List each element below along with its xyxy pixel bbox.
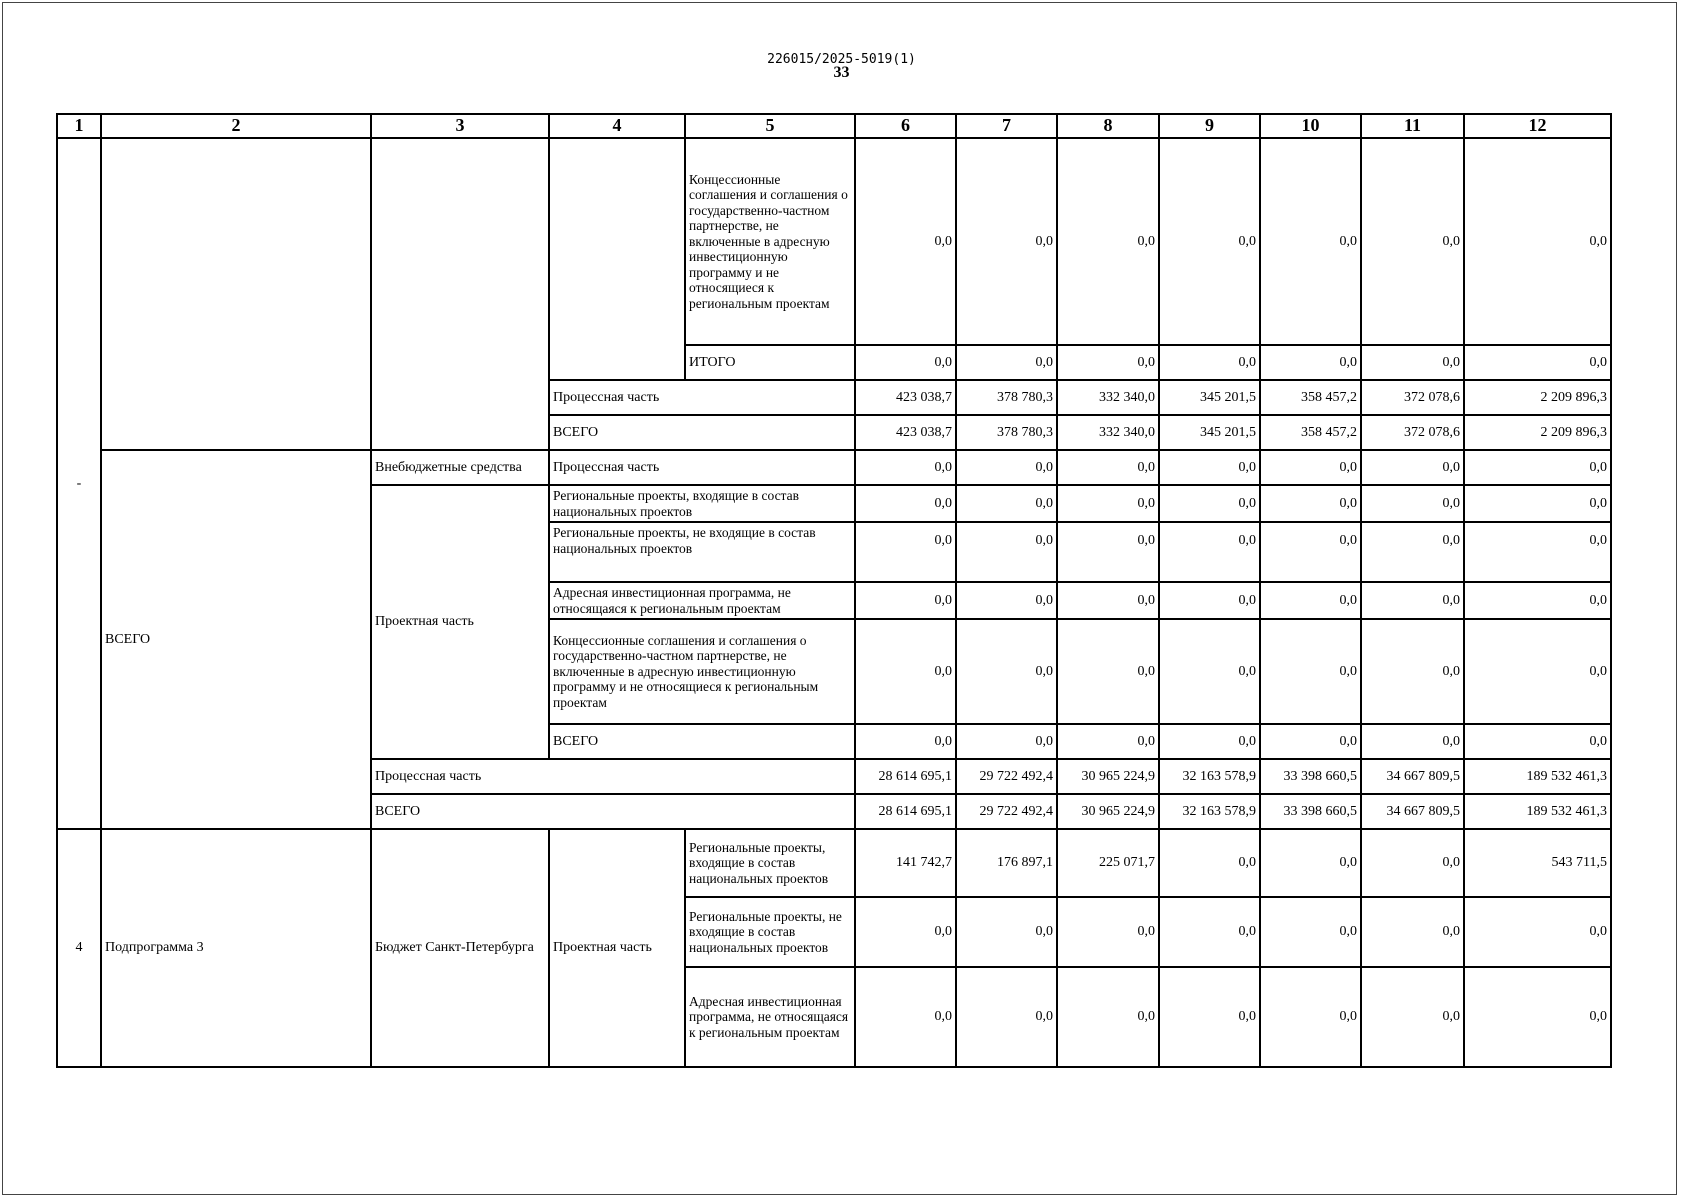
value-cell: 30 965 224,9: [1057, 794, 1159, 829]
value-cell: 358 457,2: [1260, 380, 1361, 415]
value-cell: 0,0: [855, 138, 956, 345]
offbudget-label: Внебюджетные средства: [371, 450, 549, 485]
value-cell: 0,0: [855, 582, 956, 619]
value-cell: 0,0: [1464, 450, 1611, 485]
value-cell: 0,0: [1159, 485, 1260, 522]
value-cell: 332 340,0: [1057, 415, 1159, 450]
value-cell: 0,0: [855, 522, 956, 582]
header-cell: 10: [1260, 114, 1361, 138]
value-cell: 0,0: [1260, 450, 1361, 485]
budget-table: [56, 113, 1612, 1068]
header-cell: 7: [956, 114, 1057, 138]
value-cell: 372 078,6: [1361, 380, 1464, 415]
total-label: ВСЕГО: [549, 415, 855, 450]
value-cell: 0,0: [1464, 138, 1611, 345]
value-cell: 0,0: [956, 724, 1057, 759]
total-label: ВСЕГО: [371, 794, 855, 829]
value-cell: 0,0: [855, 967, 956, 1067]
value-cell: 0,0: [1057, 619, 1159, 724]
value-cell: 2 209 896,3: [1464, 415, 1611, 450]
value-cell: 0,0: [1361, 485, 1464, 522]
value-cell: 0,0: [855, 345, 956, 380]
value-cell: 0,0: [1260, 724, 1361, 759]
page-number: 33: [833, 64, 850, 81]
value-cell: 28 614 695,1: [855, 759, 956, 794]
empty-cell: [549, 138, 685, 380]
dash-marker: -: [76, 475, 82, 491]
value-cell: 378 780,3: [956, 415, 1057, 450]
value-cell: 0,0: [956, 138, 1057, 345]
value-cell: 33 398 660,5: [1260, 759, 1361, 794]
value-cell: 0,0: [1260, 829, 1361, 897]
header-cell: 6: [855, 114, 956, 138]
value-cell: 0,0: [1057, 138, 1159, 345]
value-cell: 0,0: [1260, 897, 1361, 967]
header-cell: 2: [101, 114, 371, 138]
value-cell: 29 722 492,4: [956, 794, 1057, 829]
value-cell: 0,0: [1464, 582, 1611, 619]
value-cell: 0,0: [1057, 485, 1159, 522]
header-cell: 9: [1159, 114, 1260, 138]
value-cell: 0,0: [1361, 582, 1464, 619]
process-label: Процессная часть: [549, 380, 855, 415]
regional-out-label: Региональные проекты, не входящие в состав национальных проектов: [549, 522, 855, 582]
value-cell: 189 532 461,3: [1464, 794, 1611, 829]
value-cell: 0,0: [956, 582, 1057, 619]
value-cell: 0,0: [1159, 829, 1260, 897]
value-cell: 0,0: [1159, 724, 1260, 759]
value-cell: 0,0: [1464, 619, 1611, 724]
value-cell: 0,0: [1260, 619, 1361, 724]
value-cell: 32 163 578,9: [1159, 759, 1260, 794]
value-cell: 0,0: [956, 522, 1057, 582]
itogo-label: ИТОГО: [685, 345, 855, 380]
value-cell: 0,0: [1260, 582, 1361, 619]
value-cell: 0,0: [956, 967, 1057, 1067]
total-label: ВСЕГО: [549, 724, 855, 759]
empty-cell: [101, 138, 371, 450]
value-cell: 0,0: [1159, 582, 1260, 619]
project-label: Проектная часть: [371, 485, 549, 759]
row-number: 4: [57, 829, 101, 1067]
table-row: [57, 829, 1611, 897]
value-cell: 0,0: [1260, 967, 1361, 1067]
value-cell: 0,0: [1464, 345, 1611, 380]
process-label: Процессная часть: [371, 759, 855, 794]
value-cell: 0,0: [1464, 897, 1611, 967]
value-cell: 0,0: [1464, 967, 1611, 1067]
value-cell: 0,0: [855, 485, 956, 522]
address-program-label: Адресная инвестиционная программа, не относящаяся к региональным проектам: [549, 582, 855, 619]
subprogram-label: Подпрограмма 3: [101, 829, 371, 1067]
value-cell: 0,0: [1057, 522, 1159, 582]
vsego-group-label: ВСЕГО: [101, 450, 371, 829]
value-cell: 0,0: [855, 724, 956, 759]
value-cell: 0,0: [1260, 522, 1361, 582]
value-cell: 0,0: [855, 450, 956, 485]
regional-out-label: Региональные проекты, не входящие в состав национальных проектов: [685, 897, 855, 967]
concession-label: Концессионные соглашения и соглашения о государственно-частном партнерстве, не включенные в адресную инвестиционную программу и не относящиеся к региональным проектам: [685, 138, 855, 345]
header-cell: 5: [685, 114, 855, 138]
value-cell: 378 780,3: [956, 380, 1057, 415]
value-cell: 32 163 578,9: [1159, 794, 1260, 829]
budget-label: Бюджет Санкт-Петербурга: [371, 829, 549, 1067]
value-cell: 0,0: [1057, 724, 1159, 759]
value-cell: 225 071,7: [1057, 829, 1159, 897]
value-cell: 0,0: [1260, 485, 1361, 522]
value-cell: 34 667 809,5: [1361, 759, 1464, 794]
header-cell: 8: [1057, 114, 1159, 138]
value-cell: 0,0: [956, 345, 1057, 380]
value-cell: 0,0: [956, 450, 1057, 485]
value-cell: 0,0: [1361, 967, 1464, 1067]
value-cell: 0,0: [1057, 967, 1159, 1067]
project-label: Проектная часть: [549, 829, 685, 1067]
value-cell: 543 711,5: [1464, 829, 1611, 897]
value-cell: 0,0: [1159, 619, 1260, 724]
value-cell: 29 722 492,4: [956, 759, 1057, 794]
value-cell: 0,0: [956, 619, 1057, 724]
concession-label: Концессионные соглашения и соглашения о государственно-частном партнерстве, не включенные в адресную инвестиционную программу и не относящиеся к региональным проектам: [549, 619, 855, 724]
value-cell: 0,0: [1361, 724, 1464, 759]
header-cell: 4: [549, 114, 685, 138]
regional-in-label: Региональные проекты, входящие в состав национальных проектов: [549, 485, 855, 522]
document-id: 226015/2025-5019(1): [767, 52, 916, 67]
value-cell: 345 201,5: [1159, 380, 1260, 415]
value-cell: 0,0: [1361, 522, 1464, 582]
value-cell: 0,0: [956, 485, 1057, 522]
value-cell: 332 340,0: [1057, 380, 1159, 415]
header-cell: 12: [1464, 114, 1611, 138]
header-cell: 11: [1361, 114, 1464, 138]
header-cell: 1: [57, 114, 101, 138]
value-cell: 28 614 695,1: [855, 794, 956, 829]
address-program-label: Адресная инвестиционная программа, не относящаяся к региональным проектам: [685, 967, 855, 1067]
table-row: [57, 138, 1611, 345]
value-cell: 33 398 660,5: [1260, 794, 1361, 829]
value-cell: 0,0: [1159, 138, 1260, 345]
value-cell: 0,0: [1464, 522, 1611, 582]
value-cell: 0,0: [1159, 522, 1260, 582]
table-row: [57, 450, 1611, 485]
value-cell: 0,0: [1361, 897, 1464, 967]
process-label: Процессная часть: [549, 450, 855, 485]
header-row: [57, 114, 1611, 138]
value-cell: 358 457,2: [1260, 415, 1361, 450]
value-cell: 0,0: [1260, 138, 1361, 345]
value-cell: 423 038,7: [855, 380, 956, 415]
value-cell: 34 667 809,5: [1361, 794, 1464, 829]
value-cell: 0,0: [1361, 450, 1464, 485]
value-cell: 189 532 461,3: [1464, 759, 1611, 794]
header-cell: 3: [371, 114, 549, 138]
value-cell: 2 209 896,3: [1464, 380, 1611, 415]
value-cell: 0,0: [956, 897, 1057, 967]
value-cell: 0,0: [855, 619, 956, 724]
value-cell: 0,0: [1361, 138, 1464, 345]
value-cell: 176 897,1: [956, 829, 1057, 897]
value-cell: 0,0: [1057, 345, 1159, 380]
value-cell: 0,0: [1159, 967, 1260, 1067]
value-cell: 0,0: [1057, 897, 1159, 967]
value-cell: 0,0: [855, 897, 956, 967]
value-cell: 0,0: [1159, 450, 1260, 485]
value-cell: 0,0: [1464, 485, 1611, 522]
regional-in-label: Региональные проекты, входящие в состав национальных проектов: [685, 829, 855, 897]
value-cell: 372 078,6: [1361, 415, 1464, 450]
value-cell: 0,0: [1057, 450, 1159, 485]
value-cell: 0,0: [1159, 345, 1260, 380]
value-cell: 345 201,5: [1159, 415, 1260, 450]
value-cell: 0,0: [1057, 582, 1159, 619]
value-cell: 0,0: [1260, 345, 1361, 380]
value-cell: 0,0: [1361, 619, 1464, 724]
empty-cell: [371, 138, 549, 450]
value-cell: 0,0: [1361, 345, 1464, 380]
value-cell: 30 965 224,9: [1057, 759, 1159, 794]
value-cell: 0,0: [1361, 829, 1464, 897]
row-number-cell: [57, 138, 101, 829]
value-cell: 0,0: [1464, 724, 1611, 759]
value-cell: 141 742,7: [855, 829, 956, 897]
value-cell: 423 038,7: [855, 415, 956, 450]
value-cell: 0,0: [1159, 897, 1260, 967]
